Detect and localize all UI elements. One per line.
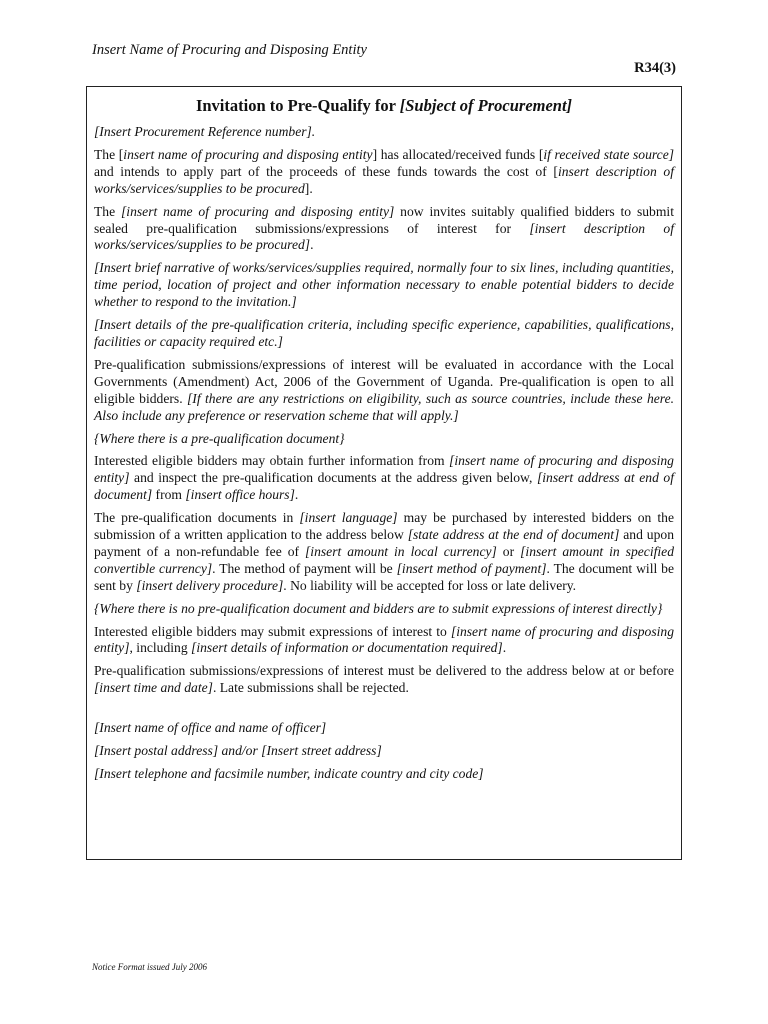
condition-with-document: {Where there is a pre-qualification document} bbox=[94, 430, 345, 446]
paragraph-narrative: [Insert brief narrative of works/services/supplies required, normally four to six lines, including quantities, time period, location of project and other information necessary to enable potential bidders to decide whether to respond to the invitation.] bbox=[94, 260, 674, 310]
address-telephone: [Insert telephone and facsimile number, indicate country and city code] bbox=[94, 766, 484, 781]
regulation-reference: R34(3) bbox=[634, 60, 676, 76]
reference-number: [Insert Procurement Reference number]. bbox=[94, 124, 316, 139]
paragraph-expressions: Interested eligible bidders may submit expressions of interest to [insert name of procuring and disposing entity], including [insert details of information or documentation required]. bbox=[94, 623, 674, 656]
notice-title: Invitation to Pre-Qualify for [Subject of Procurement] bbox=[195, 96, 573, 115]
spacer bbox=[94, 703, 674, 720]
paragraph-invitation: The [insert name of procuring and disposing entity] now invites suitably qualified bidders to submit sealed pre-qualification submissions/expressions of interest for [insert description of works/services/supplies to be procured]. bbox=[94, 203, 674, 253]
paragraph-further-info: Interested eligible bidders may obtain further information from [insert name of procuring and disposing entity] and inspect the pre-qualification documents at the address given below, [insert address at end of document] from [insert office hours]. bbox=[94, 453, 674, 503]
paragraph-evaluation: Pre-qualification submissions/expressions of interest will be evaluated in accordance with the Local Governments (Amendment) Act, 2006 of the Government of Uganda. Pre-qualification is open to all eligible bidders. [If there are any restrictions on eligibility, such as source countries, include these here. Also include any preference or reservation scheme that will apply.] bbox=[94, 356, 674, 423]
address-office: [Insert name of office and name of officer] bbox=[94, 720, 327, 736]
paragraph-funds: The [insert name of procuring and disposing entity] has allocated/received funds [if received state source] and intends to apply part of the proceeds of these funds towards the cost of [insert description of works/services/supplies to be procured]. bbox=[94, 146, 675, 196]
notice-box bbox=[86, 86, 682, 860]
paragraph-criteria: [Insert details of the pre-qualification criteria, including specific experience, capabilities, qualifications, facilities or capacity required etc.] bbox=[94, 317, 674, 349]
paragraph-purchase: The pre-qualification documents in [insert language] may be purchased by interested bidders on the submission of a written application to the address below [state address at the end of document] and upon payment of a non-refundable fee of [insert amount in local currency] or [insert amount in specified convertible currency]. The method of payment will be [insert method of payment]. The document will be sent by [insert delivery procedure]. No liability will be accepted for loss or late delivery. bbox=[94, 510, 674, 593]
paragraph-deadline: Pre-qualification submissions/expressions of interest must be delivered to the address below at or before [insert time and date]. Late submissions shall be rejected. bbox=[94, 663, 674, 696]
footer-note: Notice Format issued July 2006 bbox=[92, 962, 207, 972]
procuring-entity-header: Insert Name of Procuring and Disposing Entity bbox=[92, 42, 367, 58]
condition-without-document: {Where there is no pre-qualification document and bidders are to submit expressions of interest directly} bbox=[94, 600, 663, 616]
address-postal: [Insert postal address] and/or [Insert street address] bbox=[94, 743, 382, 759]
